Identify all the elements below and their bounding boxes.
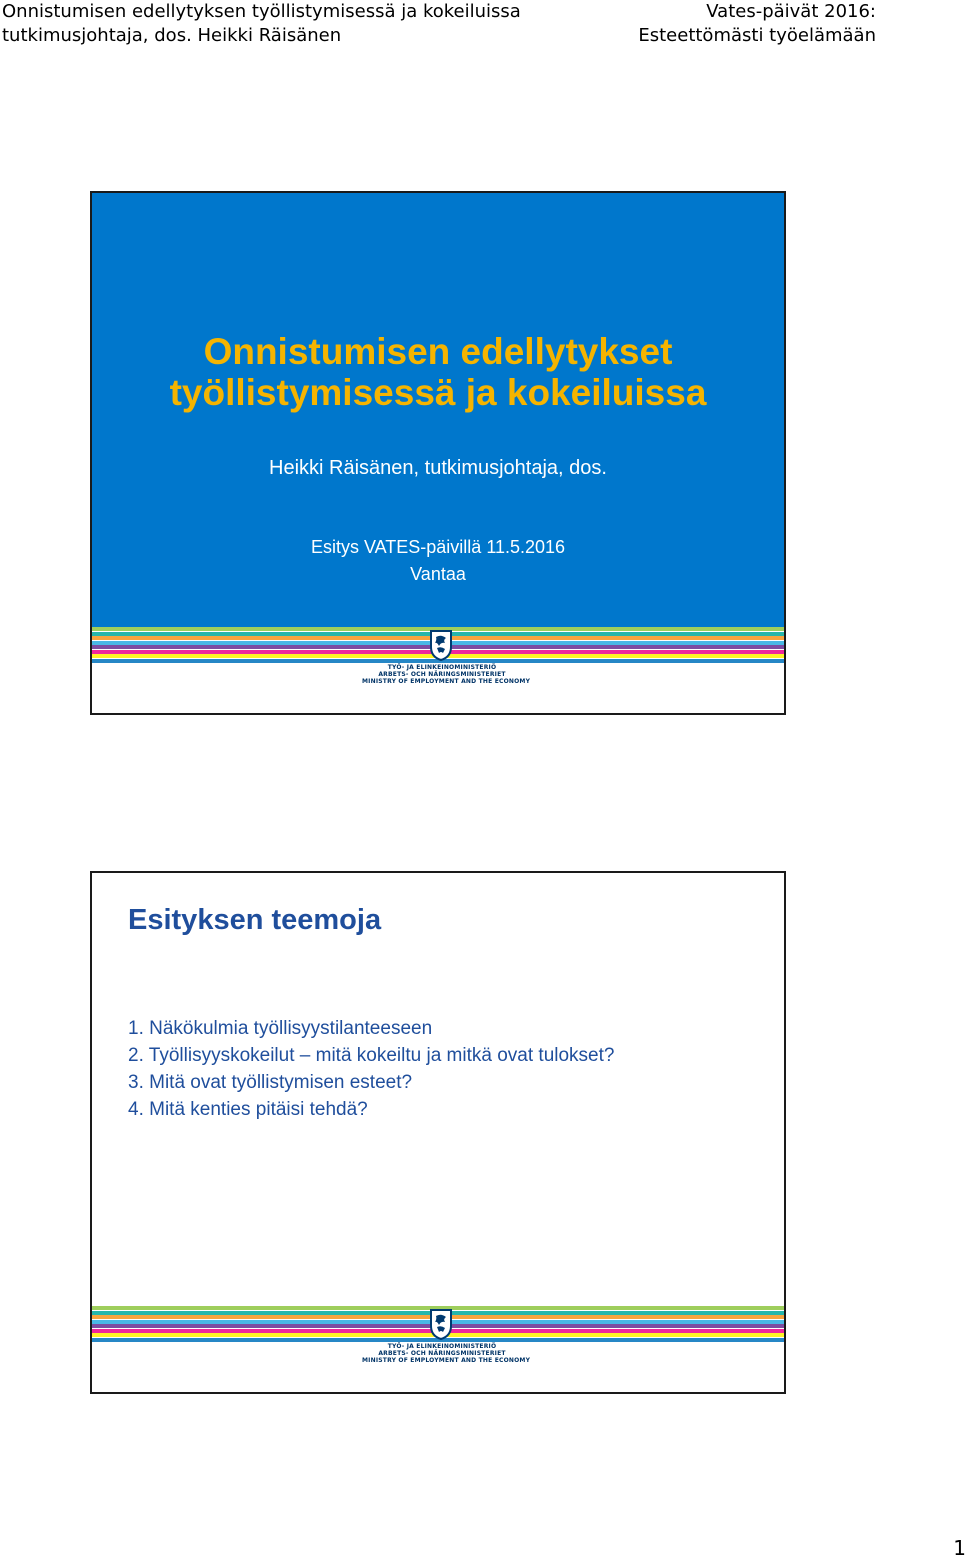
finnish-lion-crest-icon	[428, 629, 454, 661]
ministry-logo	[362, 629, 531, 689]
finnish-lion-crest-icon	[428, 1308, 454, 1340]
header-event: Vates-päivät 2016:	[706, 1, 876, 22]
header-event-theme: Esteettömästi työelämään	[638, 25, 876, 46]
header-title: Onnistumisen edellytyksen työllistymisessä ja kokeiluissa	[2, 1, 521, 22]
ministry-name-sv: ARBETS- OCH NÄRINGSMINISTERIET	[378, 671, 506, 678]
ministry-logo	[362, 1308, 531, 1368]
page-number: 1	[953, 1536, 966, 1560]
header-author: tutkimusjohtaja, dos. Heikki Räisänen	[2, 25, 342, 46]
list-item: 4. Mitä kenties pitäisi tehdä?	[128, 1099, 368, 1120]
presenter: Heikki Räisänen, tutkimusjohtaja, dos.	[269, 457, 607, 479]
ministry-name-en: MINISTRY OF EMPLOYMENT AND THE ECONOMY	[362, 1357, 531, 1364]
slide-title-heading	[92, 331, 784, 413]
ministry-name-fi: TYÖ- JA ELINKEINOMINISTERIÖ	[387, 1343, 497, 1350]
document-header-right	[638, 0, 876, 48]
event-location: Vantaa	[410, 564, 466, 584]
list-item: 3. Mitä ovat työllistymisen esteet?	[128, 1072, 413, 1093]
agenda-title: Esityksen teemoja	[128, 904, 382, 936]
event-info	[92, 534, 784, 588]
agenda-list	[128, 1015, 614, 1123]
event-date: Esitys VATES-päivillä 11.5.2016	[310, 537, 566, 557]
title-line-2: työllistymisessä ja kokeiluissa	[169, 372, 707, 413]
ministry-name-en: MINISTRY OF EMPLOYMENT AND THE ECONOMY	[362, 678, 531, 685]
list-item: 1. Näkökulmia työllisyystilanteeseen	[128, 1018, 433, 1039]
list-item: 2. Työllisyyskokeilut – mitä kokeiltu ja mitkä ovat tulokset?	[128, 1045, 615, 1066]
ministry-name-fi: TYÖ- JA ELINKEINOMINISTERIÖ	[387, 664, 497, 671]
slide-title	[90, 191, 786, 715]
ministry-name-sv: ARBETS- OCH NÄRINGSMINISTERIET	[378, 1350, 506, 1357]
ministry-footer	[92, 1306, 784, 1392]
title-line-1: Onnistumisen edellytykset	[203, 331, 673, 372]
ministry-footer	[92, 627, 784, 713]
document-header-left	[2, 0, 521, 48]
slide-agenda	[90, 871, 786, 1394]
